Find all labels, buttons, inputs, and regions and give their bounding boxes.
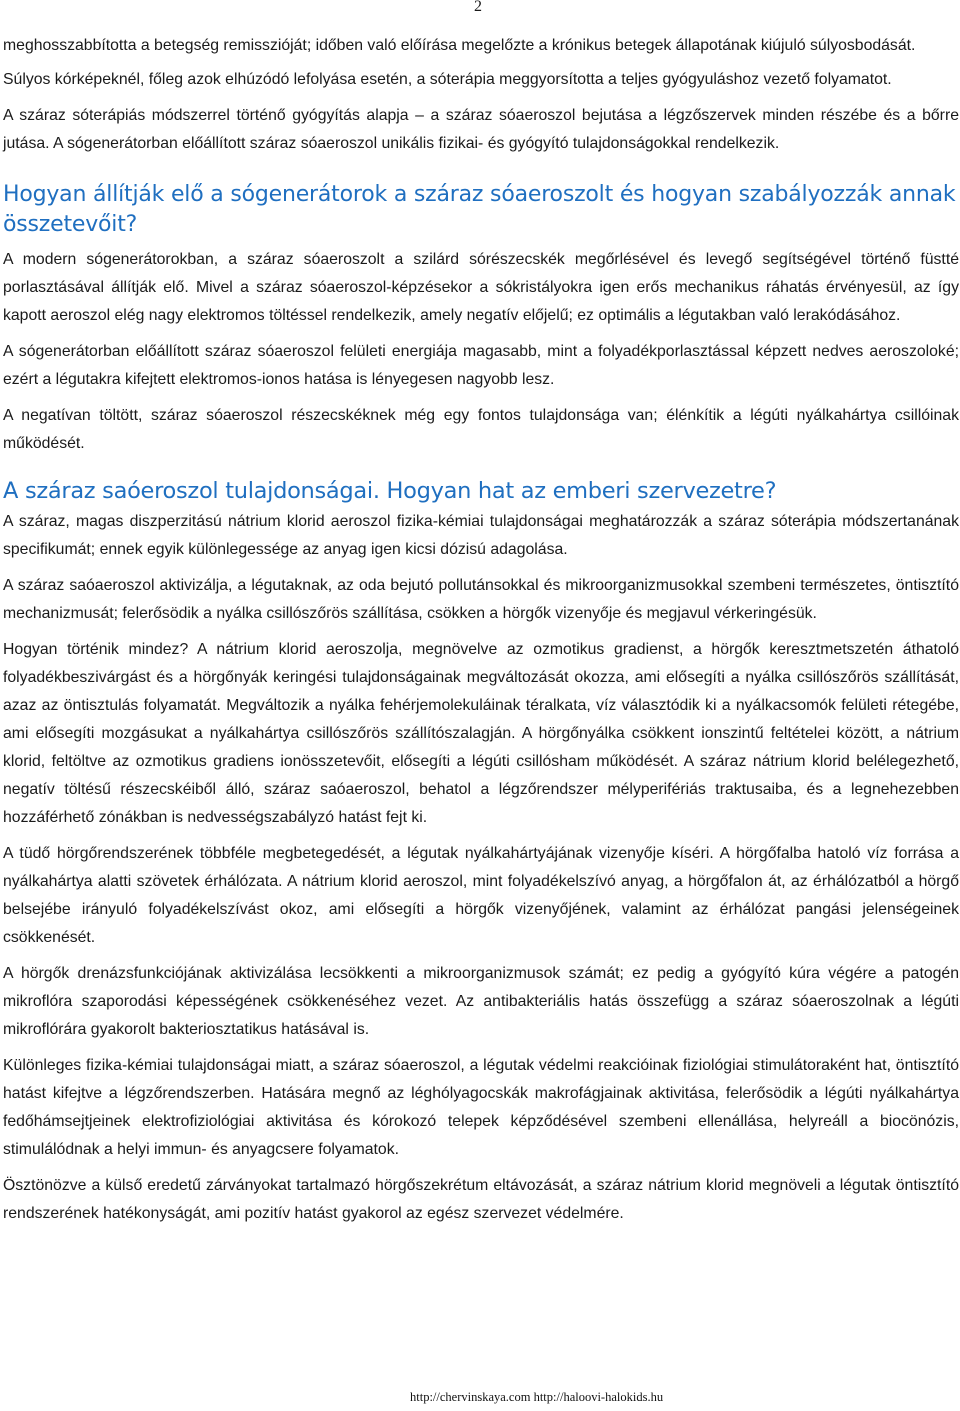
section-heading: Hogyan állítják elő a sógenerátorok a száraz sóaeroszolt és hogyan szabályozzák annak összetevőit? xyxy=(3,182,956,237)
footer-links: http://chervinskaya.com http://haloovi-halokids.hu xyxy=(410,1390,664,1404)
paragraph: A száraz saóaeroszol aktivizálja, a légutaknak, az oda bejutó pollutánsokkal és mikroorganizmusokkal szembeni természetes, öntisztító mechanizmusát; felerősödik a nyálka csillószőrös szállítása, csökken a hörgők vizenyője és megjavul vérkeringésük. xyxy=(3,577,959,622)
paragraph: Különleges fizika-kémiai tulajdonságai miatt, a száraz sóaeroszol, a légutak védelmi reakcióinak fiziológiai stimulátoraként hat, öntisztító hatást kifejtve a légzőrendszerben. Hatására megnő az léghólyagocskák makrofágjainak aktivitása, felerősödik a légúti nyálkahártya fedőhámsejtjeinek elektrofiziológiai aktivitása és kórokozó telepek képződésével szembeni ellenállása, helyreáll a biocönózis, stimulálódnak a helyi immun- és anyagcsere folyamatok. xyxy=(3,1057,959,1158)
paragraph: A sógenerátorban előállított száraz sóaeroszol felületi energiája magasabb, mint a folyadékporlasztással képzett nedves aeroszoloké; ezért a légutakra kifejtett elektromos-ionos hatása is lényegesen nagyobb lesz. xyxy=(3,343,959,388)
paragraph: Ösztönözve a külső eredetű zárványokat tartalmazó hörgőszekrétum eltávozását, a száraz nátrium klorid megnöveli a légutak öntisztító rendszerének hatékonyságát, ami pozitív hatást gyakorol az egész szervezet védelmére. xyxy=(3,1177,959,1222)
paragraph: meghosszabbította a betegség remisszióját; időben való előírása megelőzte a krónikus betegek állapotának kiújuló súlyosbodását. xyxy=(3,37,916,54)
section-heading: A száraz saóeroszol tulajdonságai. Hogyan hat az emberi szervezetre? xyxy=(3,478,777,504)
paragraph: A hörgők drenázsfunkciójának aktivizálása lecsökkenti a mikroorganizmusok számát; ez pedig a gyógyító kúra végére a patogén mikroflóra szaporodási képességének csökkenéséhez vezet. Az antibakteriális hatás összefügg a száraz sóaeroszolnak a légúti mikroflórára gyakorolt bakteriosztatikus hatásával is. xyxy=(3,965,959,1038)
paragraph: A száraz, magas diszperzitású nátrium klorid aeroszol fizika-kémiai tulajdonságai meghatározzák a száraz sóterápia módszertanának specifikumát; ennek egyik különlegessége az anyag igen kicsi dózisú adagolása. xyxy=(3,513,959,558)
paragraph: A modern sógenerátorokban, a száraz sóaeroszolt a szilárd sórészecskék megőrlésével és levegő segítségével történő füstté porlasztásával állítják elő. Mivel a száraz sóaeroszol-képzésekor a sókristályokra igen erős mechanikus ráhatás érvényesül, az így kapott aeroszol elég nagy elektromos töltéssel rendelkezik, amely negatív előjelű; ez optimális a légutakban való lerakódásához. xyxy=(3,251,959,324)
paragraph: Súlyos kórképeknél, főleg azok elhúzódó lefolyása esetén, a sóterápia meggyorsította a teljes gyógyuláshoz vezető folyamatot. xyxy=(3,71,892,88)
paragraph: A tüdő hörgőrendszerének többféle megbetegedését, a légutak nyálkahártyájának vizenyője kíséri. A hörgőfalba hatoló víz forrása a nyálkahártya alatti szövetek érhálózata. A nátrium klorid aeroszol, mint folyadékelszívó anyag, a hörgőfalon át, az érhálózatból a hörgő belsejébe irányuló folyadékelszívást okoz, ami elősegíti a hörgők vizenyőjének, valamint az érhálózat pangási jelenségeinek csökkenését. xyxy=(3,845,959,946)
paragraph: A negatívan töltött, száraz sóaeroszol részecskéknek még egy fontos tulajdonsága van; élénkítik a légúti nyálkahártya csillóinak működését. xyxy=(3,407,959,452)
paragraph: Hogyan történik mindez? A nátrium klorid aeroszolja, megnövelve az ozmotikus gradienst, a hörgők keresztmetszetén áthatoló folyadékbeszivárgást és a hörgőnyák keringési tulajdonságainak megváltozását okozza, ami elősegíti a nyálka csillószőrös szállítását, azaz az öntisztulás folyamatát. Megváltozik a nyálka fehérjemolekuláinak téralkata, víz választódik ki a nyálkacsomók felületi rétegébe, ami elősegíti mozgásukat a nyálkahártya csillószőrös szállítószalagján. A hörgőnyálka csökkent ionszintű feltételei között, a nátrium klorid, feltöltve az ozmotikus gradiens ionösszetevőit, elősegíti a légúti csillósham működését. A száraz nátrium klorid belélegezhető, negatív töltésű részecskéiből álló, száraz saóaeroszol, behatol a légzőrendszer mélyperifériás traktusaiba, és a legnehezebben hozzáférhető zónákban is nedvességszabályzó hatást fejt ki. xyxy=(3,641,959,826)
paragraph: A száraz sóterápiás módszerrel történő gyógyítás alapja – a száraz sóaeroszol bejutása a légzőszervek minden részébe és a bőrre jutása. A sógenerátorban előállított száraz sóaeroszol unikális fizikai- és gyógyító tulajdonságokkal rendelkezik. xyxy=(3,107,959,152)
page-number: 2 xyxy=(474,0,482,15)
page-content xyxy=(3,32,959,1228)
